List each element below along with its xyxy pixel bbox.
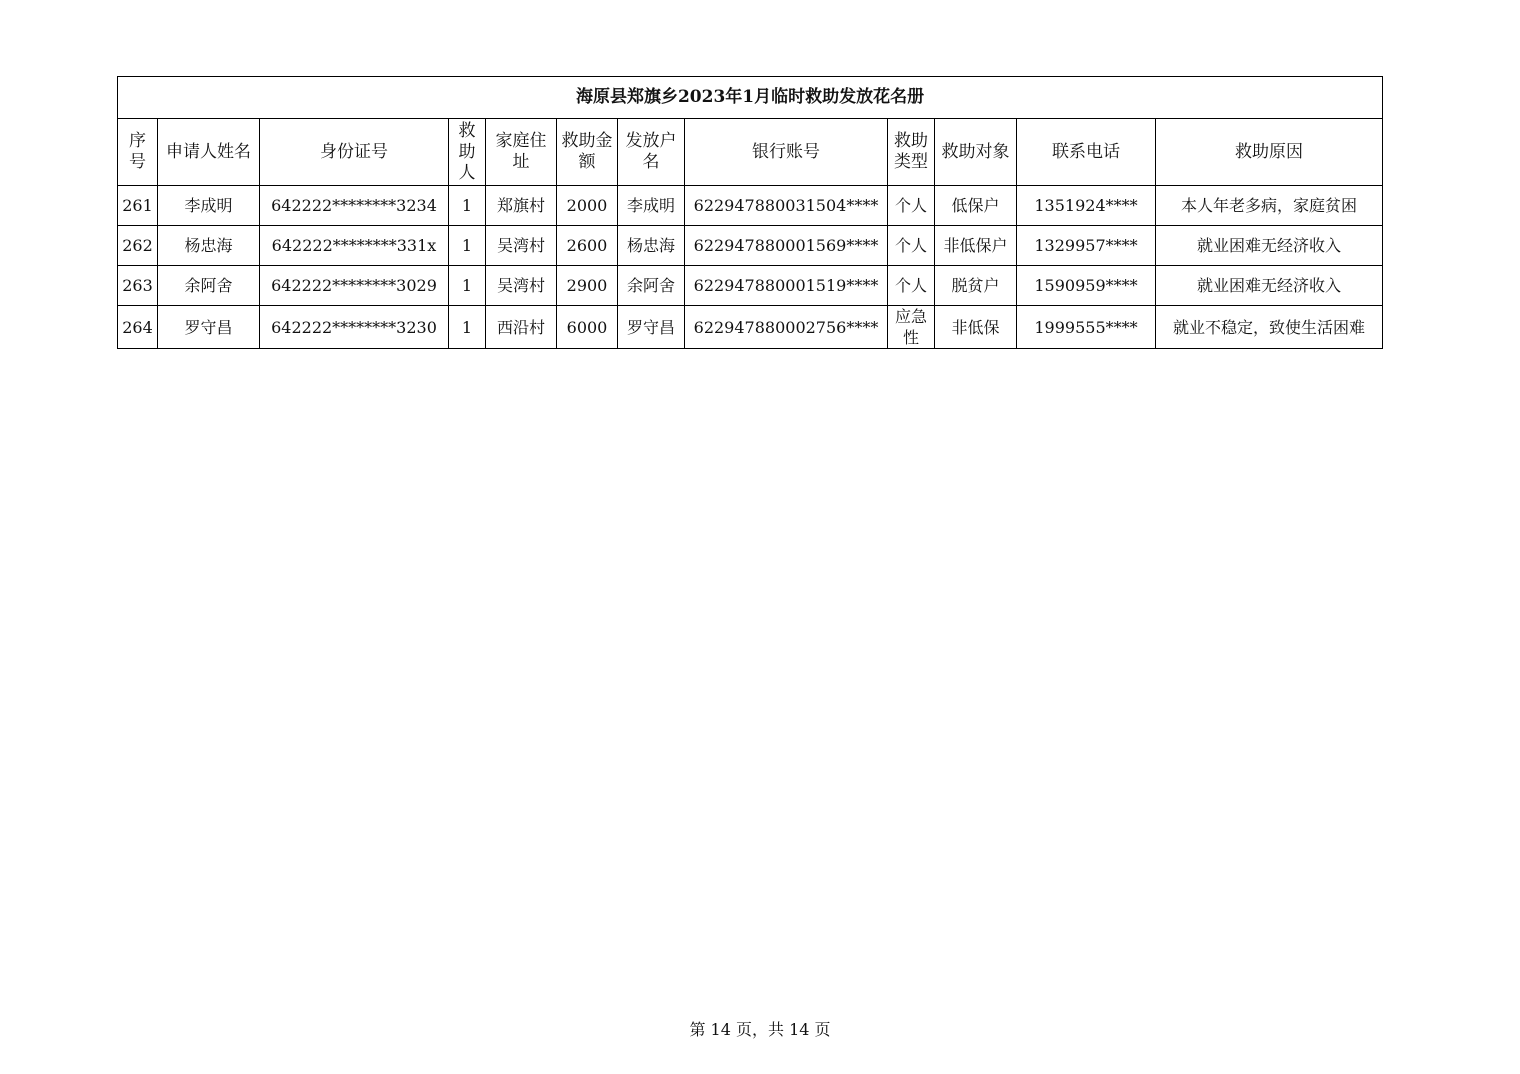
cell-reason: 就业困难无经济收入 bbox=[1156, 266, 1383, 306]
cell-seq: 261 bbox=[118, 186, 158, 226]
cell-persons: 1 bbox=[449, 306, 486, 349]
header-target: 救助对象 bbox=[935, 119, 1017, 186]
cell-name: 余阿舍 bbox=[158, 266, 260, 306]
header-amount: 救助金额 bbox=[557, 119, 618, 186]
cell-id-no: 642222********3234 bbox=[260, 186, 449, 226]
cell-reason: 就业不稳定，致使生活困难 bbox=[1156, 306, 1383, 349]
cell-name: 罗守昌 bbox=[158, 306, 260, 349]
header-phone: 联系电话 bbox=[1017, 119, 1156, 186]
cell-name: 杨忠海 bbox=[158, 226, 260, 266]
cell-address: 吴湾村 bbox=[486, 226, 557, 266]
cell-address: 西沿村 bbox=[486, 306, 557, 349]
table-row bbox=[118, 186, 1383, 226]
header-reason: 救助原因 bbox=[1156, 119, 1383, 186]
header-name: 申请人姓名 bbox=[158, 119, 260, 186]
cell-amount: 2900 bbox=[557, 266, 618, 306]
cell-bank-account: 622947880001569**** bbox=[685, 226, 888, 266]
cell-phone: 1999555**** bbox=[1017, 306, 1156, 349]
cell-target: 低保户 bbox=[935, 186, 1017, 226]
cell-amount: 6000 bbox=[557, 306, 618, 349]
cell-payee: 杨忠海 bbox=[618, 226, 685, 266]
cell-reason: 就业困难无经济收入 bbox=[1156, 226, 1383, 266]
cell-reason: 本人年老多病，家庭贫困 bbox=[1156, 186, 1383, 226]
page-number-footer: 第 14 页，共 14 页 bbox=[689, 1020, 831, 1039]
cell-seq: 264 bbox=[118, 306, 158, 349]
cell-phone: 1351924**** bbox=[1017, 186, 1156, 226]
cell-payee: 罗守昌 bbox=[618, 306, 685, 349]
table-row bbox=[118, 226, 1383, 266]
cell-name: 李成明 bbox=[158, 186, 260, 226]
cell-seq: 262 bbox=[118, 226, 158, 266]
relief-roster-table bbox=[117, 76, 1383, 349]
header-seq: 序号 bbox=[118, 119, 158, 186]
table-title: 海原县郑旗乡2023年1月临时救助发放花名册 bbox=[118, 77, 1383, 119]
cell-payee: 余阿舍 bbox=[618, 266, 685, 306]
header-id-no: 身份证号 bbox=[260, 119, 449, 186]
cell-aid-type: 个人 bbox=[888, 266, 935, 306]
cell-aid-type: 个人 bbox=[888, 226, 935, 266]
cell-persons: 1 bbox=[449, 186, 486, 226]
cell-payee: 李成明 bbox=[618, 186, 685, 226]
header-payee: 发放户名 bbox=[618, 119, 685, 186]
cell-id-no: 642222********3230 bbox=[260, 306, 449, 349]
cell-target: 非低保户 bbox=[935, 226, 1017, 266]
cell-address: 郑旗村 bbox=[486, 186, 557, 226]
header-aid-type: 救助类型 bbox=[888, 119, 935, 186]
cell-amount: 2600 bbox=[557, 226, 618, 266]
cell-bank-account: 622947880002756**** bbox=[685, 306, 888, 349]
cell-bank-account: 622947880001519**** bbox=[685, 266, 888, 306]
cell-id-no: 642222********331x bbox=[260, 226, 449, 266]
cell-aid-type: 个人 bbox=[888, 186, 935, 226]
cell-seq: 263 bbox=[118, 266, 158, 306]
table-row bbox=[118, 306, 1383, 349]
cell-persons: 1 bbox=[449, 226, 486, 266]
header-bank-account: 银行账号 bbox=[685, 119, 888, 186]
cell-aid-type: 应急性 bbox=[888, 306, 935, 349]
cell-target: 非低保 bbox=[935, 306, 1017, 349]
cell-bank-account: 622947880031504**** bbox=[685, 186, 888, 226]
table-row bbox=[118, 266, 1383, 306]
cell-amount: 2000 bbox=[557, 186, 618, 226]
cell-phone: 1590959**** bbox=[1017, 266, 1156, 306]
header-persons: 救助人 bbox=[449, 119, 486, 186]
cell-target: 脱贫户 bbox=[935, 266, 1017, 306]
cell-address: 吴湾村 bbox=[486, 266, 557, 306]
cell-phone: 1329957**** bbox=[1017, 226, 1156, 266]
header-address: 家庭住址 bbox=[486, 119, 557, 186]
header-row bbox=[118, 119, 1383, 186]
cell-id-no: 642222********3029 bbox=[260, 266, 449, 306]
cell-persons: 1 bbox=[449, 266, 486, 306]
